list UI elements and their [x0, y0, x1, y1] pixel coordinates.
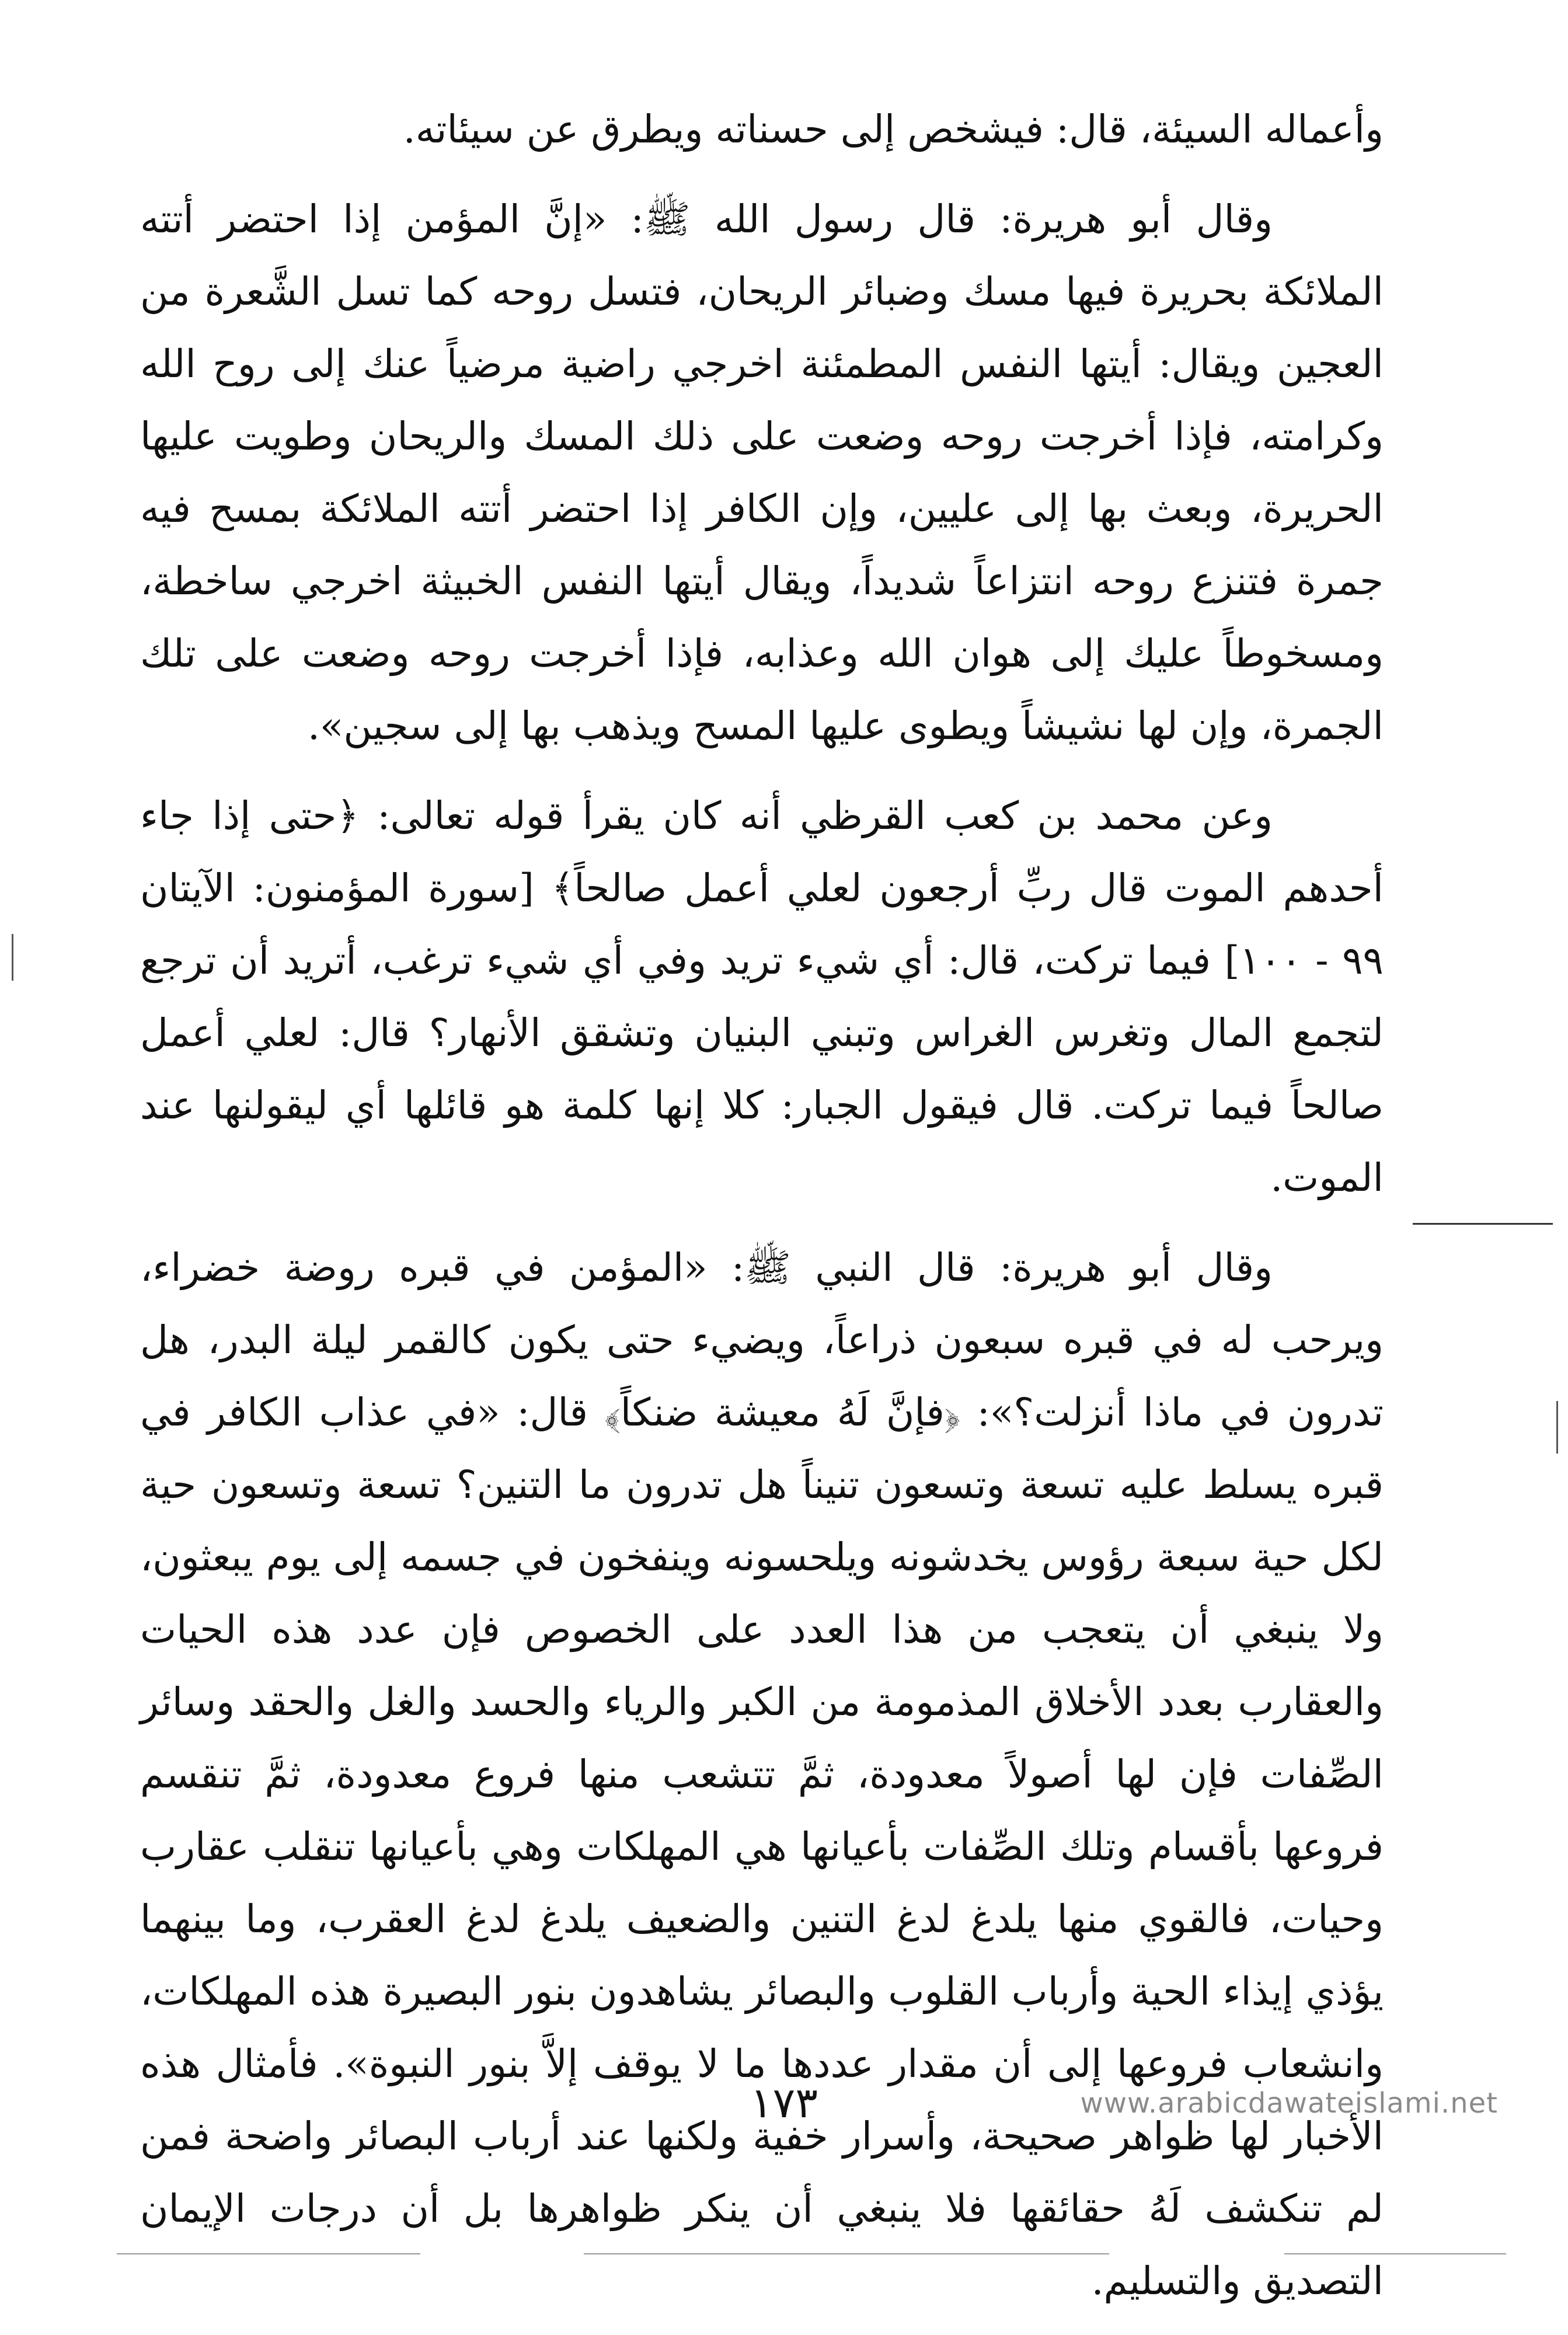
- margin-annotation-line: [1413, 1223, 1553, 1225]
- scan-edge-mark: [12, 934, 13, 981]
- scan-edge-mark: [1556, 1401, 1558, 1454]
- paragraph-3: وعن محمد بن كعب القرظي أنه كان يقرأ قوله تعالى: ﴿حتى إذا جاء أحدهم الموت قال ربِّ أرجعون لعلي أعمل صالحاً﴾ [سورة المؤمنون: الآيتان ٩٩ - ١٠٠] فيما تركت، قال: أي شيء تريد وفي أي شيء ترغب، أتريد أن ترجع لتجمع المال وتغرس الغراس وتبني البنيان وتشقق الأنهار؟ قال: لعلي أعمل صالحاً فيما تركت. قال فيقول الجبار: كلا إنها كلمة هو قائلها أي ليقولنها عند الموت.: [140, 793, 1384, 1200]
- paragraph-4: وقال أبو هريرة: قال النبي ﷺ: «المؤمن في قبره روضة خضراء، ويرحب له في قبره سبعون ذراعاً، ويضيء حتى يكون كالقمر ليلة البدر، هل تدرون في ماذا أنزلت؟»: ﴿فإنَّ لَهُ معيشة ضنكاً﴾ قال: «في عذاب الكافر في قبره يسلط عليه تسعة وتسعون تنيناً هل تدرون ما التنين؟ تسعة وتسعون حية لكل حية سبعة رؤوس يخدشونه ويلحسونه وينفخون في جسمه إلى يوم يبعثون، ولا ينبغي أن يتعجب من هذا العدد على الخصوص فإن عدد هذه الحيات والعقارب بعدد الأخلاق المذمومة من الكبر والرياء والحسد والغل والحقد وسائر الصِّفات فإن لها أصولاً معدودة، ثمَّ تتشعب منها فروع معدودة، ثمَّ تنقسم فروعها بأقسام وتلك الصِّفات بأعيانها هي المهلكات وهي بأعيانها تنقلب عقارب وحيات، فالقوي منها يلدغ لدغ التنين والضعيف يلدغ لدغ العقرب، وما بينهما يؤذي إيذاء الحية وأرباب القلوب والبصائر يشاهدون بنور البصيرة هذه المهلكات، وانشعاب فروعها إلى أن مقدار عددها ما لا يوقف إلاَّ بنور النبوة». فأمثال هذه الأخبار لها ظواهر صحيحة، وأسرار خفية ولكنها عند أرباب البصائر واضحة فمن لم تنكشف لَهُ حقائقها فلا ينبغي أن ينكر ظواهرها بل أن درجات الإيمان التصديق والتسليم.: [140, 1245, 1384, 2303]
- bottom-rule: [117, 2253, 420, 2254]
- bottom-rule: [584, 2253, 1109, 2254]
- paragraph-1: وأعماله السيئة، قال: فيشخص إلى حسناته ويطرق عن سيئاته.: [403, 107, 1384, 152]
- bottom-rule: [1284, 2253, 1506, 2254]
- page-number: ١٧٣: [750, 2078, 818, 2127]
- paragraph-2: وقال أبو هريرة: قال رسول الله ﷺ: «إنَّ المؤمن إذا احتضر أتته الملائكة بحريرة فيها مسك وضبائر الريحان، فتسل روحه كما تسل الشَّعرة من العجين ويقال: أيتها النفس المطمئنة اخرجي راضية مرضياً عنك إلى روح الله وكرامته، فإذا أخرجت روحه وضعت على ذلك المسك والريحان وطويت عليها الحريرة، وبعث بها إلى عليين، وإن الكافر إذا احتضر أتته الملائكة بمسح فيه جمرة فتنزع روحه انتزاعاً شديداً، ويقال أيتها النفس الخبيثة اخرجي ساخطة، ومسخوطاً عليك إلى هوان الله وعذابه، فإذا أخرجت روحه وضعت على تلك الجمرة، وإن لها نشيشاً ويطوى عليها المسح ويذهب بها إلى سجين».: [140, 197, 1384, 748]
- watermark: www.arabicdawateislami.net: [1080, 2087, 1498, 2120]
- page-body: [140, 93, 1384, 2335]
